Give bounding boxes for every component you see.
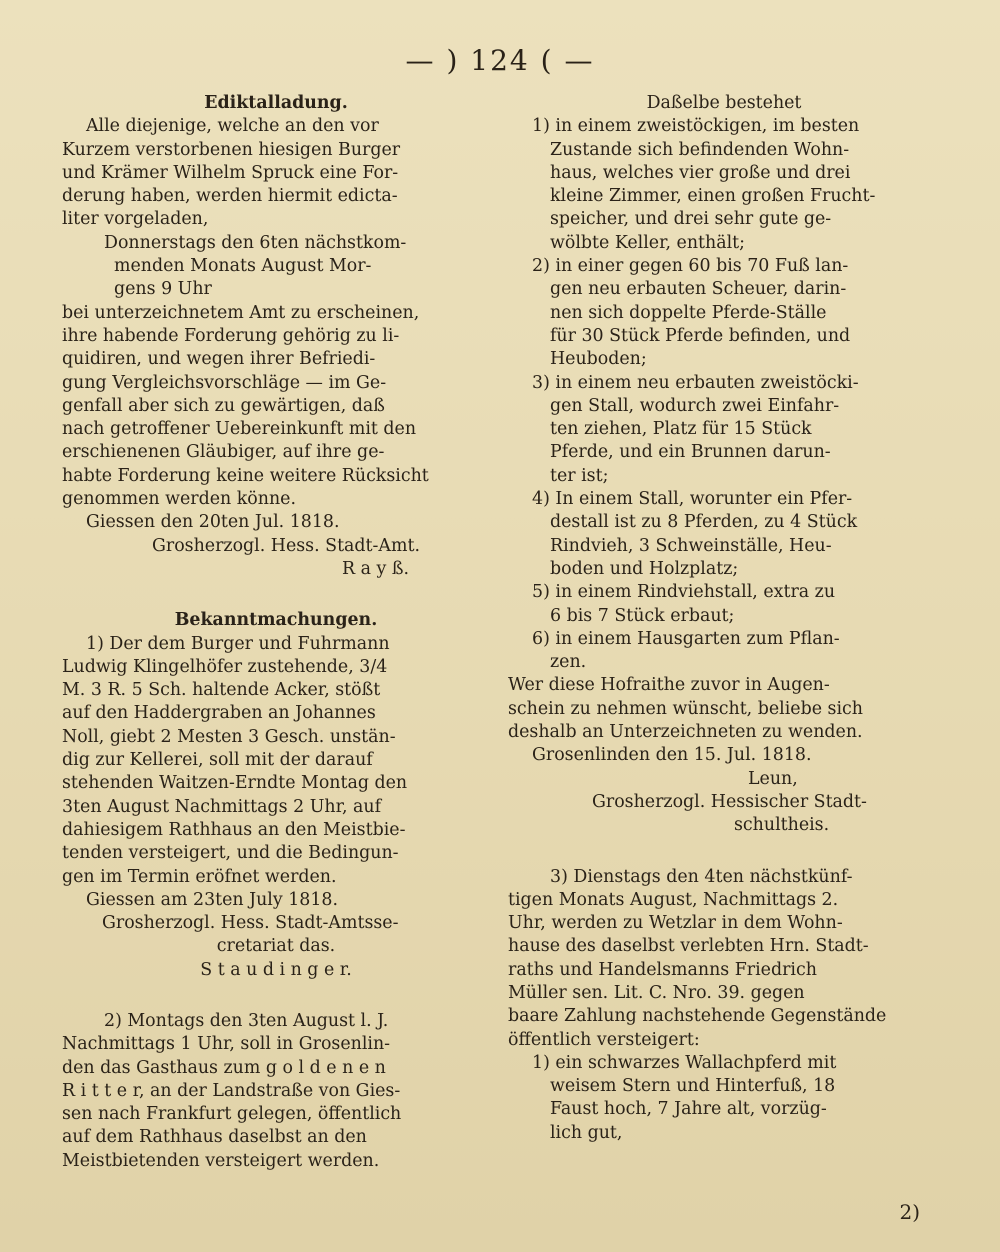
item-line: destall ist zu 8 Pferden, zu 4 Stück (550, 512, 858, 533)
item-line: gen Stall, wodurch zwei Einfahr- (550, 395, 840, 416)
text-line: sen nach Frankfurt gelegen, öffentlich (62, 1104, 402, 1125)
place-date: Giessen den 20ten Jul. 1818. (86, 512, 340, 533)
item-line: ter ist; (550, 465, 609, 486)
item-line: haus, welches vier große und drei (550, 162, 851, 183)
text-line: schein zu nehmen wünscht, beliebe sich (508, 698, 863, 719)
page-number: — ) 124 ( — (405, 44, 595, 77)
text-line: und Krämer Wilhelm Spruck eine For- (62, 162, 399, 183)
text-line: auf dem Rathhaus daselbst an den (62, 1127, 367, 1148)
section-heading: Daßelbe bestehet (646, 93, 802, 113)
catchword: 2) (899, 1200, 920, 1224)
signer: Leun, (748, 768, 798, 789)
text-line: derung haben, werden hiermit edicta- (62, 186, 398, 207)
item-line: weisem Stern und Hinterfuß, 18 (550, 1076, 836, 1097)
authority: Grosherzogl. Hess. Stadt-Amtsse- (102, 913, 399, 934)
item-line: ten ziehen, Platz für 15 Stück (550, 419, 812, 440)
text-line: quidiren, und wegen ihrer Befriedi- (62, 349, 376, 370)
signer: S t a u d i n g e r. (200, 959, 352, 980)
item-line: 5) in einem Rindviehstall, extra zu (532, 582, 836, 603)
item-line: wölbte Keller, enthält; (550, 232, 746, 253)
text-line: ihre habende Forderung gehörig zu li- (62, 325, 400, 346)
text-line: Ludwig Klingelhöfer zustehende, 3/4 (62, 656, 388, 677)
text-line: Meistbietenden versteigert werden. (62, 1150, 380, 1171)
authority: Grosherzogl. Hessischer Stadt- (592, 791, 867, 812)
text-line: erschienenen Gläubiger, auf ihre ge- (62, 442, 385, 463)
text-line: 2) Montags den 3ten August l. J. (104, 1010, 389, 1031)
date-line: menden Monats August Mor- (114, 256, 372, 277)
text-line: Wer diese Hofraithe zuvor in Augen- (508, 675, 830, 696)
text-line: stehenden Waitzen-Erndte Montag den (62, 773, 408, 794)
text-line: 1) Der dem Burger und Fuhrmann (86, 633, 390, 654)
text-line: baare Zahlung nachstehende Gegenstände (508, 1006, 887, 1027)
authority: schultheis. (734, 815, 830, 836)
item-line: gen neu erbauten Scheuer, darin- (550, 279, 847, 300)
text-line: gung Vergleichsvorschläge — im Ge- (62, 372, 387, 393)
text-line: hause des daselbst verlebten Hrn. Stadt- (508, 936, 869, 957)
text-line: habte Forderung keine weitere Rücksicht (62, 465, 429, 486)
authority: cretariat das. (216, 936, 336, 957)
item-line: 6) in einem Hausgarten zum Pflan- (532, 628, 840, 649)
text-line: R i t t e r, an der Landstraße von Gies- (62, 1080, 401, 1101)
item-line: nen sich doppelte Pferde-Ställe (550, 302, 827, 323)
text-line: tenden versteigert, und die Bedingun- (62, 843, 399, 864)
item-line: boden und Holzplatz; (550, 558, 739, 579)
text-line: gen im Termin eröfnet werden. (62, 866, 337, 887)
item-line: Faust hoch, 7 Jahre alt, vorzüg- (550, 1099, 827, 1120)
text-line: M. 3 R. 5 Sch. haltende Acker, stößt (62, 680, 381, 701)
text-line: Noll, giebt 2 Mesten 3 Gesch. unstän- (62, 726, 396, 747)
item-line: Pferde, und ein Brunnen darun- (550, 442, 831, 463)
date-line: Donnerstags den 6ten nächstkom- (104, 232, 407, 253)
bekanntmachungen-title: Bekanntmachungen. (174, 610, 378, 631)
item-line: kleine Zimmer, einen großen Frucht- (550, 186, 876, 207)
place-date: Grosenlinden den 15. Jul. 1818. (532, 745, 812, 766)
text-line: genommen werden könne. (62, 489, 296, 510)
text-line: dig zur Kellerei, soll mit der darauf (62, 750, 373, 771)
item-line: speicher, und drei sehr gute ge- (550, 209, 832, 230)
text-line: 3ten August Nachmittags 2 Uhr, auf (62, 796, 382, 817)
authority: Grosherzogl. Hess. Stadt-Amt. (152, 535, 420, 556)
text-line: Alle diejenige, welche an den vor (86, 116, 379, 137)
left-column (62, 92, 490, 1173)
item-line: Heuboden; (550, 349, 647, 370)
edikt-title: Ediktalladung. (204, 93, 348, 113)
text-line: raths und Handelsmanns Friedrich (508, 959, 817, 980)
text-line: genfall aber sich zu gewärtigen, daß (62, 395, 385, 416)
item-line: 1) in einem zweistöckigen, im besten (532, 116, 860, 137)
text-line: Müller sen. Lit. C. Nro. 39. gegen (508, 982, 805, 1003)
text-line: Nachmittags 1 Uhr, soll in Grosenlin- (62, 1034, 391, 1055)
item-line: lich gut, (550, 1122, 623, 1143)
text-line: dahiesigem Rathhaus an den Meistbie- (62, 819, 406, 840)
item-line: 1) ein schwarzes Wallachpferd mit (532, 1052, 837, 1073)
place-date: Giessen am 23ten July 1818. (86, 889, 339, 910)
item-line: 4) In einem Stall, worunter ein Pfer- (532, 489, 853, 510)
item-line: zen. (550, 652, 587, 673)
item-line: für 30 Stück Pferde befinden, und (550, 325, 851, 346)
text-line: 3) Dienstags den 4ten nächstkünf- (550, 866, 853, 887)
text-line: auf den Haddergraben an Johannes (62, 703, 376, 724)
text-line: bei unterzeichnetem Amt zu erscheinen, (62, 302, 420, 323)
item-line: Rindvieh, 3 Schweinställe, Heu- (550, 535, 832, 556)
item-line: 3) in einem neu erbauten zweistöcki- (532, 372, 859, 393)
item-line: 6 bis 7 Stück erbaut; (550, 605, 735, 626)
right-column (508, 92, 940, 1145)
text-line: Kurzem verstorbenen hiesigen Burger (62, 139, 401, 160)
item-line: Zustande sich befindenden Wohn- (550, 139, 850, 160)
text-line: öffentlich versteigert: (508, 1029, 700, 1050)
signer: R a y ß. (342, 558, 410, 579)
text-line: deshalb an Unterzeichneten zu wenden. (508, 722, 863, 743)
text-line: Uhr, werden zu Wetzlar in dem Wohn- (508, 913, 843, 934)
text-line: den das Gasthaus zum g o l d e n e n (62, 1057, 386, 1078)
text-line: tigen Monats August, Nachmittags 2. (508, 889, 839, 910)
text-line: liter vorgeladen, (62, 209, 209, 230)
date-line: gens 9 Uhr (114, 279, 212, 300)
text-line: nach getroffener Uebereinkunft mit den (62, 419, 417, 440)
item-line: 2) in einer gegen 60 bis 70 Fuß lan- (532, 256, 849, 277)
